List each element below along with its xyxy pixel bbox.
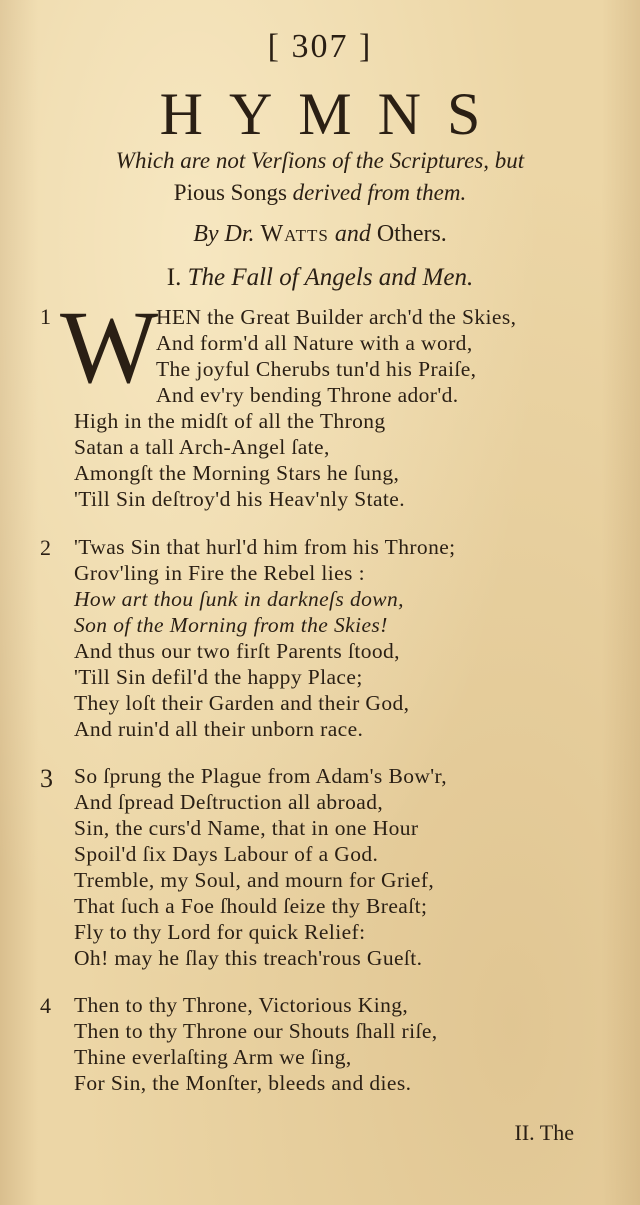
subtitle-line-2-italic: derived from them. bbox=[292, 180, 467, 205]
page-number: [ 307 ] bbox=[267, 28, 373, 65]
verse-line: 'Twas Sin that hurl'd him from his Throne; bbox=[74, 535, 456, 559]
verse-line: Then to thy Throne, Victorious King, bbox=[74, 993, 409, 1017]
verse-line: And ev'ry bending Throne ador'd. bbox=[156, 383, 459, 407]
drop-cap: W bbox=[60, 290, 159, 405]
verse-line: Thine everlaſting Arm we ſing, bbox=[74, 1045, 352, 1069]
verse-line: And ſpread Deſtruction all abroad, bbox=[74, 790, 384, 814]
verse-line: The joyful Cherubs tun'd his Praiſe, bbox=[156, 357, 477, 381]
verse-line: For Sin, the Monſter, bleeds and dies. bbox=[74, 1071, 412, 1095]
verse-line: Then to thy Throne our Shouts ſhall riſe, bbox=[74, 1019, 438, 1043]
verse-line: 'Till Sin deſtroy'd his Heav'nly State. bbox=[74, 487, 406, 511]
stanza-number: 2 bbox=[40, 535, 51, 560]
verse-line: How art thou ſunk in darkneſs down, bbox=[74, 587, 404, 611]
verse-line: That ſuch a Foe ſhould ſeize thy Breaſt; bbox=[74, 894, 428, 918]
hymn-title: The Fall of Angels and Men. bbox=[187, 264, 474, 291]
stanza-number: 1 bbox=[40, 304, 51, 329]
verse-line: So ſprung the Plague from Adam's Bow'r, bbox=[74, 764, 448, 788]
stanza-number: 4 bbox=[40, 993, 51, 1018]
verse-line: They loſt their Garden and their God, bbox=[74, 691, 410, 715]
subtitle-line-3 bbox=[0, 221, 640, 248]
subtitle-and: and bbox=[328, 221, 377, 247]
verse-line: Fly to thy Lord for quick Relief: bbox=[74, 920, 366, 944]
verse-line: Grov'ling in Fire the Rebel lies : bbox=[74, 561, 365, 585]
hymn-heading bbox=[0, 264, 640, 292]
verse-line: Oh! may he ſlay this treach'rous Gueſt. bbox=[74, 946, 423, 970]
verse-line: And thus our two firſt Parents ſtood, bbox=[74, 639, 400, 663]
verse-line: Spoil'd ſix Days Labour of a God. bbox=[74, 842, 379, 866]
verse-line: HEN the Great Builder arch'd the Skies, bbox=[156, 305, 517, 329]
catchword: II. The bbox=[514, 1120, 574, 1145]
verse-line: And ruin'd all their unborn race. bbox=[74, 717, 364, 741]
verse-line: Satan a tall Arch-Angel ſate, bbox=[74, 435, 330, 459]
subtitle-author: Watts bbox=[260, 221, 329, 247]
verse-line: Amongſt the Morning Stars he ſung, bbox=[74, 461, 400, 485]
verse-line: Sin, the curs'd Name, that in one Hour bbox=[74, 816, 419, 840]
subtitle-line-2 bbox=[0, 180, 640, 206]
hymn-number: I. bbox=[166, 264, 182, 291]
verse-line: 'Till Sin defil'd the happy Place; bbox=[74, 665, 363, 689]
subtitle-line-1: Which are not Verſions of the Scriptures, but bbox=[115, 148, 525, 173]
page-title: HYMNS bbox=[159, 81, 507, 147]
verse-line: High in the midſt of all the Throng bbox=[74, 409, 386, 433]
stanza-number: 3 bbox=[40, 764, 53, 793]
verse-line: Son of the Morning from the Skies! bbox=[74, 613, 388, 637]
verse-line: Tremble, my Soul, and mourn for Grief, bbox=[74, 868, 435, 892]
subtitle-others: Others. bbox=[376, 221, 447, 247]
subtitle-by: By Dr. bbox=[193, 221, 261, 247]
verse-line: And form'd all Nature with a word, bbox=[156, 331, 473, 355]
subtitle-line-2-plain: Pious Songs bbox=[173, 180, 293, 205]
